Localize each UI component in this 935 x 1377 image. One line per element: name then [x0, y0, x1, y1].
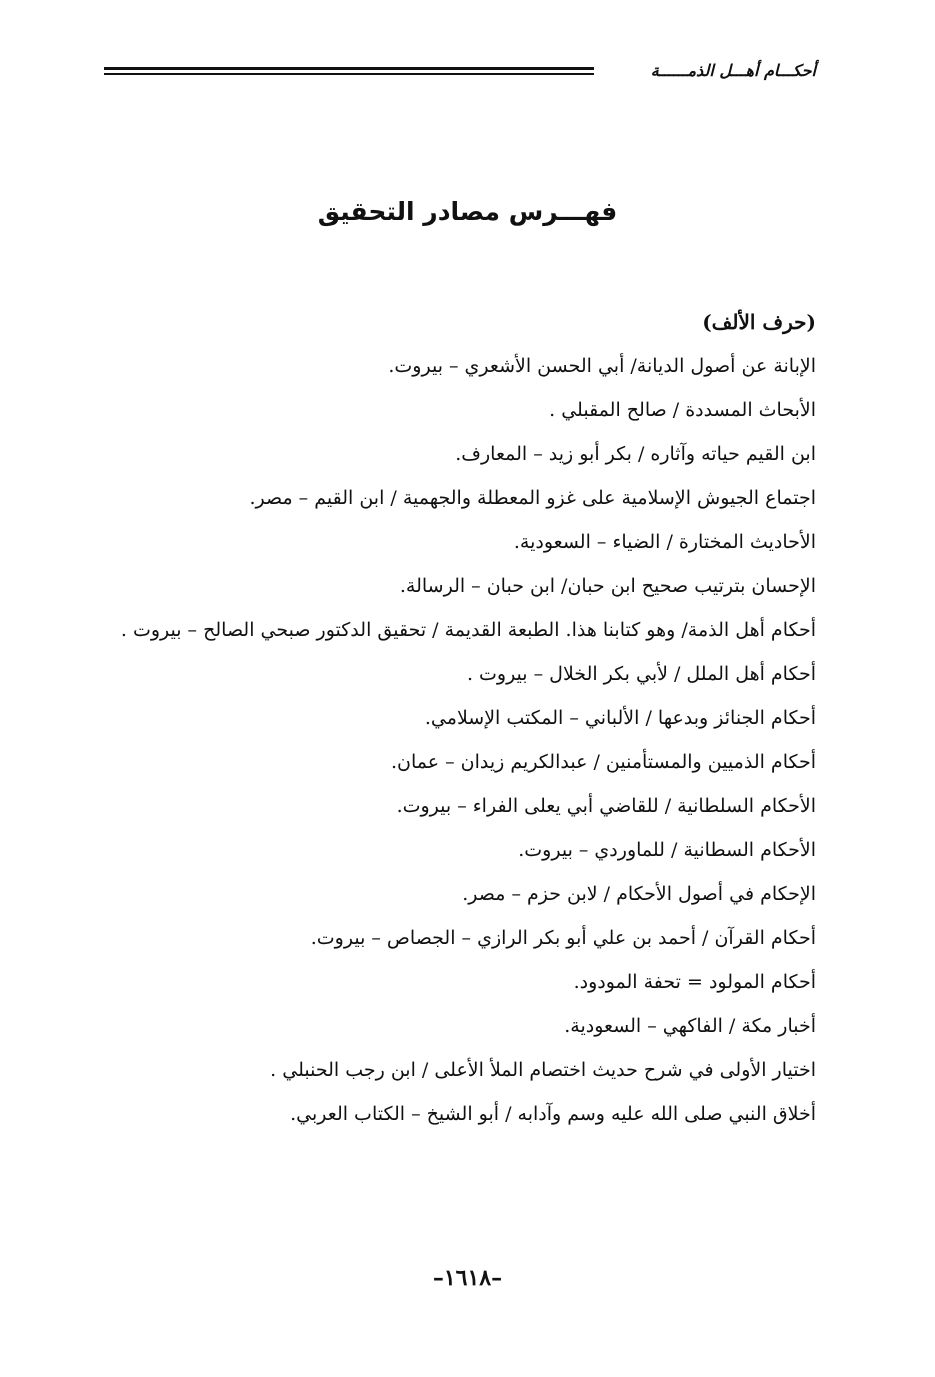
bibliography-entry: أحكام أهل الذمة/ وهو كتابنا هذا. الطبعة القديمة / تحقيق الدكتور صبحي الصالح – بيروت .: [120, 619, 816, 641]
page-number: –١٦١٨–: [432, 1265, 503, 1291]
bibliography-entry: الإبانة عن أصول الديانة/ أبي الحسن الأشعري – بيروت.: [388, 355, 816, 377]
bibliography-entry: الأحكام السلطانية / للقاضي أبي يعلى الفراء – بيروت.: [396, 795, 816, 817]
running-title: أحكـــام أهـــل الذمــــــة: [650, 61, 816, 80]
bibliography-entry: الأحكام السطانية / للماوردي – بيروت.: [518, 839, 816, 861]
bibliography-entry: الإحكام في أصول الأحكام / لابن حزم – مصر.: [462, 883, 816, 905]
bibliography-entry: أخبار مكة / الفاكهي – السعودية.: [564, 1015, 816, 1037]
bibliography-entry: أحكام الذميين والمستأمنين / عبدالكريم زيدان – عمان.: [391, 751, 816, 773]
header-rule-thick: [104, 67, 594, 70]
header-rule-thin: [104, 73, 594, 75]
bibliography-entry: أحكام القرآن / أحمد بن علي أبو بكر الرازي – الجصاص – بيروت.: [310, 927, 816, 949]
bibliography-entry: أخلاق النبي صلى الله عليه وسم وآدابه / أبو الشيخ – الكتاب العربي.: [290, 1103, 816, 1125]
bibliography-entry: اجتماع الجيوش الإسلامية على غزو المعطلة والجهمية / ابن القيم – مصر.: [249, 487, 816, 509]
bibliography-entry: ابن القيم حياته وآثاره / بكر أبو زيد – المعارف.: [455, 443, 816, 465]
bibliography-entry: اختيار الأولى في شرح حديث اختصام الملأ الأعلى / ابن رجب الحنبلي .: [270, 1059, 816, 1081]
page-header: [104, 58, 816, 84]
bibliography-entry: أحكام المولود = تحفة المودود.: [573, 971, 816, 993]
section-title: فهـــرس مصادر التحقيق: [317, 197, 618, 226]
bibliography-entry: الأبحاث المسددة / صالح المقبلي .: [549, 399, 816, 421]
bibliography-entry: أحكام الجنائز وبدعها / الألباني – المكتب الإسلامي.: [424, 707, 816, 729]
bibliography-list: [104, 300, 816, 1136]
bibliography-entry: أحكام أهل الملل / لأبي بكر الخلال – بيروت .: [466, 663, 816, 685]
letter-heading: (حرف الألف): [702, 310, 816, 334]
header-rule: [104, 67, 594, 77]
bibliography-entry: الأحاديث المختارة / الضياء – السعودية.: [513, 531, 816, 553]
bibliography-entry: الإحسان بترتيب صحيح ابن حبان/ ابن حبان – الرسالة.: [399, 575, 816, 597]
